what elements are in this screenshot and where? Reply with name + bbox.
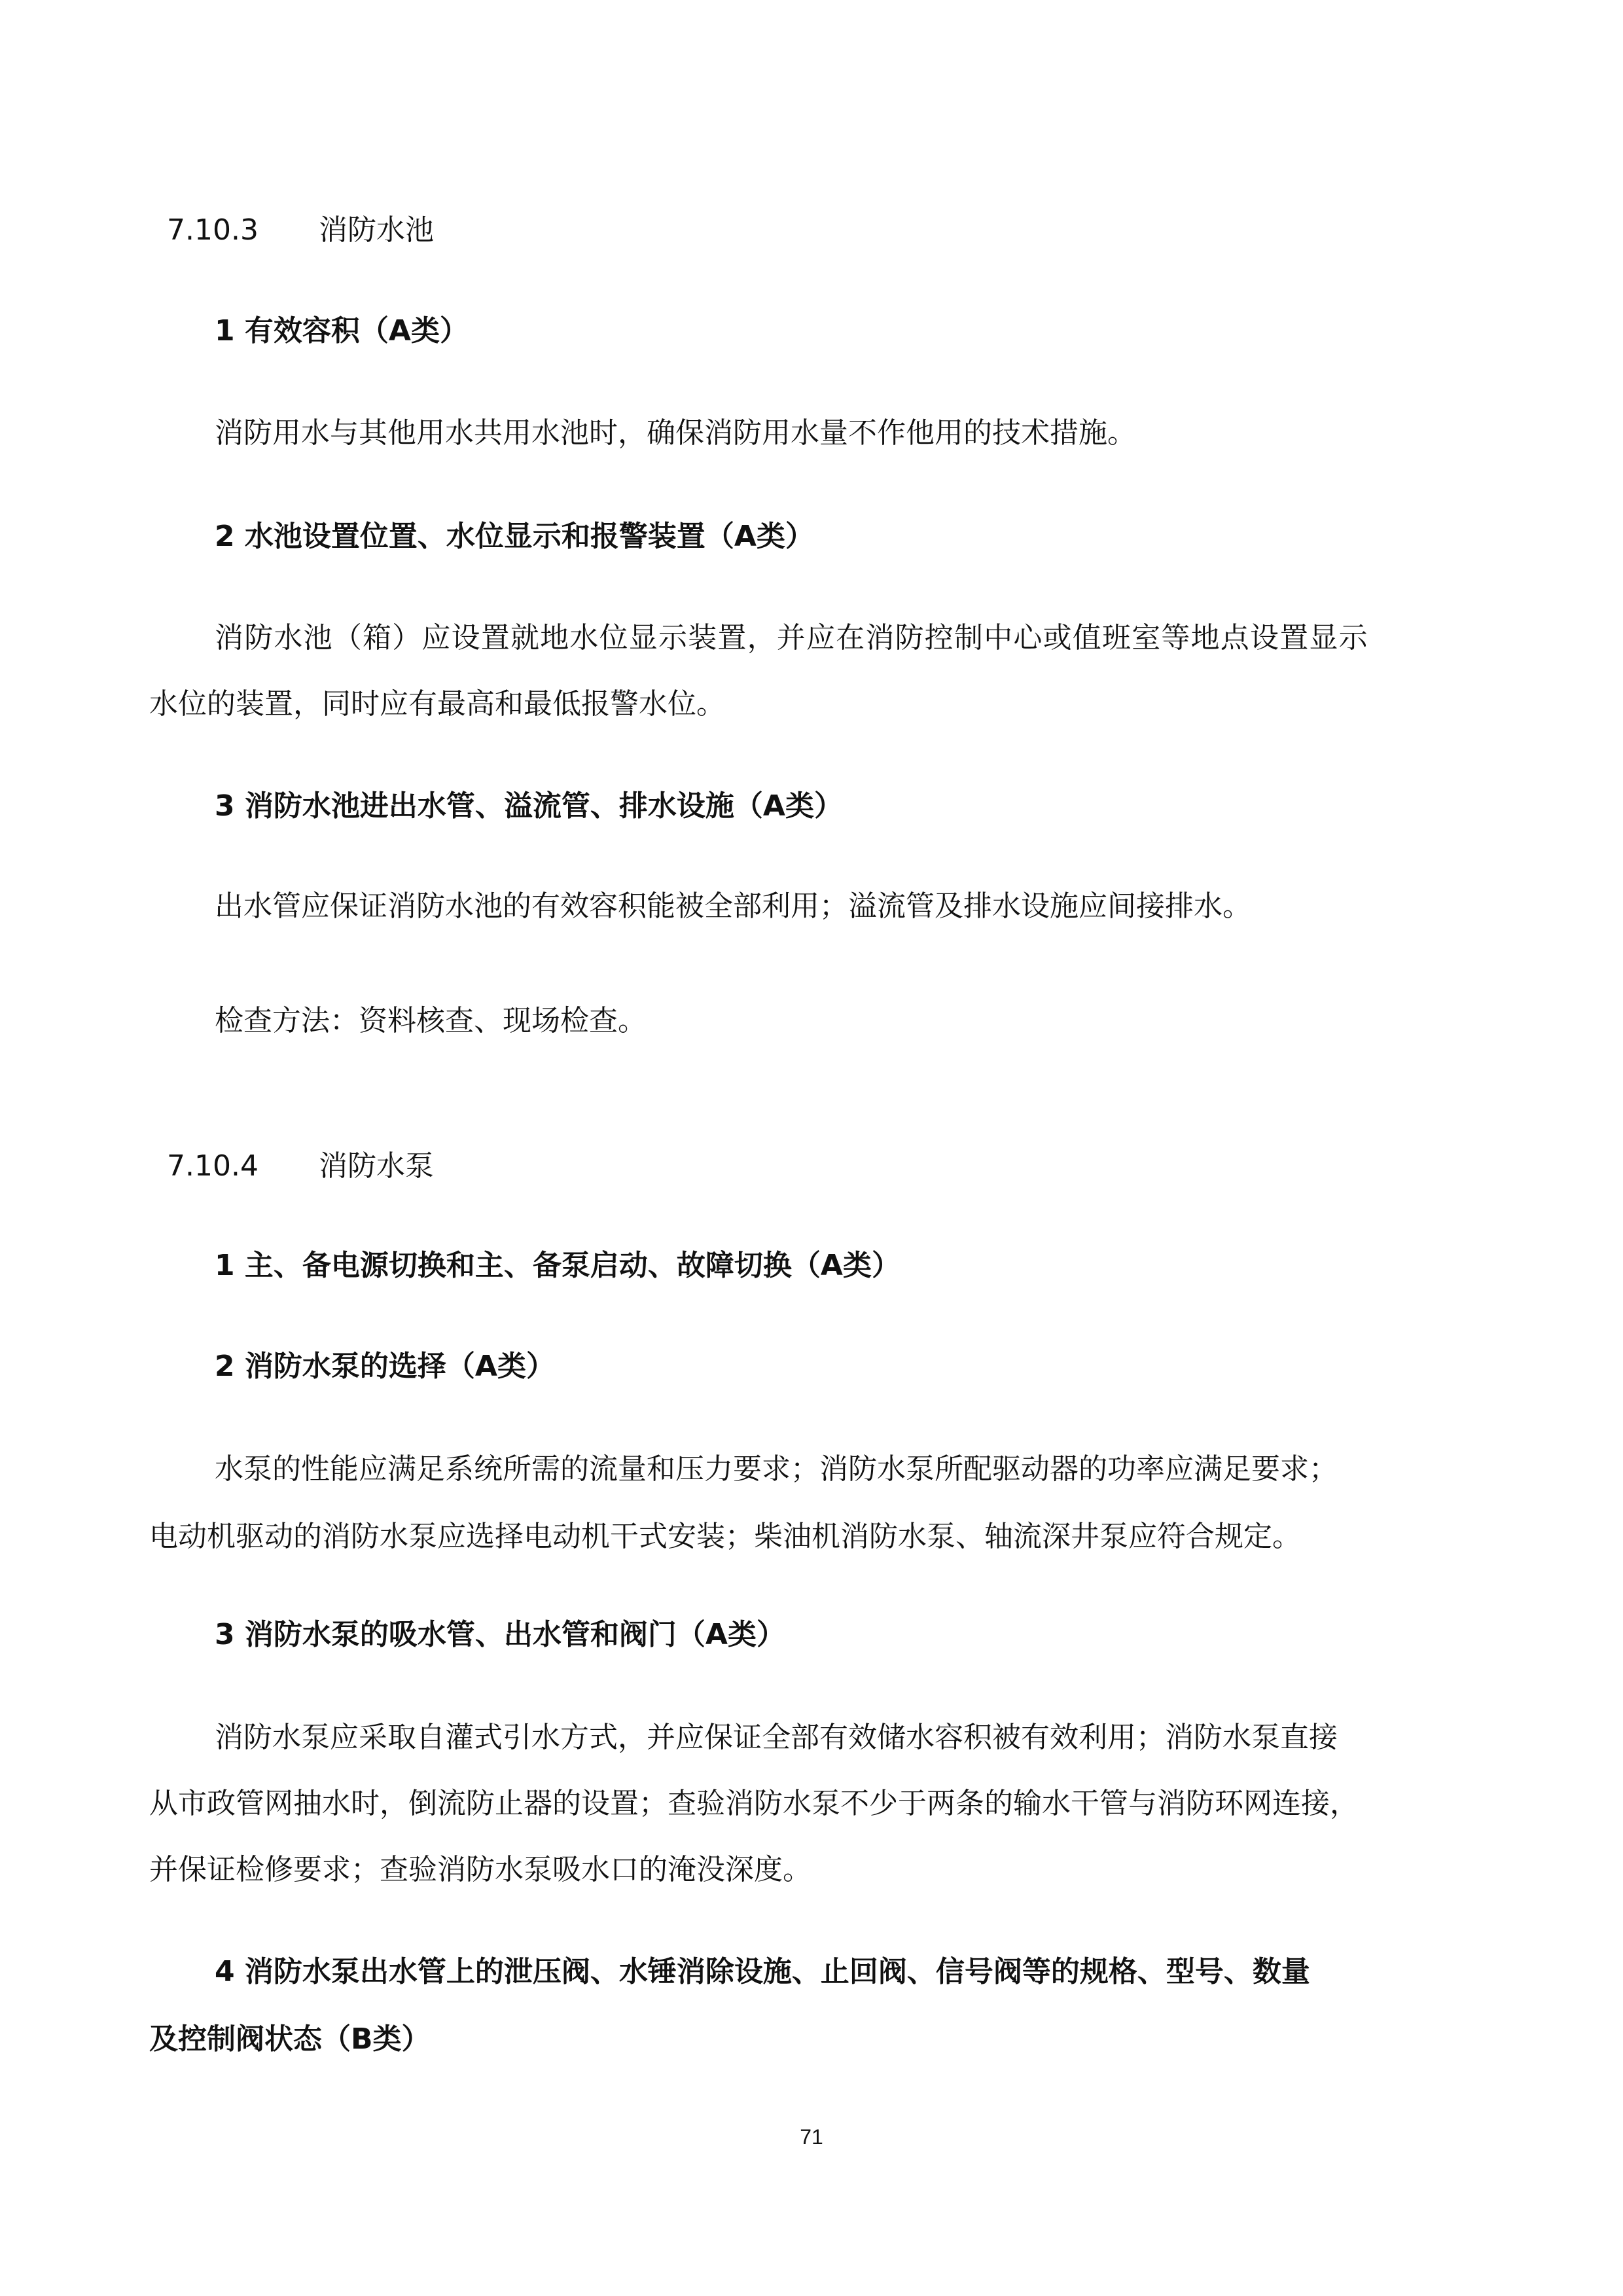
page-number: 71 — [800, 2125, 823, 2149]
paragraph-line: 水位的装置，同时应有最高和最低报警水位。 — [149, 687, 725, 721]
section-title: 消防水池 — [319, 213, 434, 247]
section-number: 7.10.3 — [167, 213, 259, 247]
item-heading: 4 消防水泵出水管上的泄压阀、水锤消除设施、止回阀、信号阀等的规格、型号、数量 — [215, 1955, 1310, 1988]
item-heading: 3 消防水池进出水管、溢流管、排水设施（A类） — [215, 789, 843, 823]
section-heading-7-10-4 — [167, 1147, 434, 1186]
item-heading: 3 消防水泵的吸水管、出水管和阀门（A类） — [215, 1618, 785, 1651]
section-heading-7-10-3 — [167, 211, 434, 250]
item-heading: 2 消防水泵的选择（A类） — [215, 1350, 555, 1383]
paragraph-line: 出水管应保证消防水池的有效容积能被全部利用；溢流管及排水设施应间接排水。 — [215, 889, 1251, 923]
section-number: 7.10.4 — [167, 1149, 259, 1183]
paragraph-line: 消防水池（箱）应设置就地水位显示装置，并应在消防控制中心或值班室等地点设置显示 — [215, 621, 1368, 655]
item-heading: 1 有效容积（A类） — [215, 314, 469, 348]
section-title: 消防水泵 — [319, 1149, 434, 1183]
inspection-method: 检查方法：资料核查、现场检查。 — [215, 1004, 647, 1037]
item-heading-continued: 及控制阀状态（B类） — [149, 2022, 431, 2056]
paragraph-line: 消防水泵应采取自灌式引水方式，并应保证全部有效储水容积被有效利用；消防水泵直接 — [215, 1721, 1338, 1754]
item-heading: 2 水池设置位置、水位显示和报警装置（A类） — [215, 520, 814, 553]
paragraph-line: 并保证检修要求；查验消防水泵吸水口的淹没深度。 — [149, 1853, 812, 1886]
paragraph-line: 从市政管网抽水时，倒流防止器的设置；查验消防水泵不少于两条的输水干管与消防环网连接， — [149, 1787, 1359, 1820]
item-heading: 1 主、备电源切换和主、备泵启动、故障切换（A类） — [215, 1249, 901, 1282]
paragraph-line: 消防用水与其他用水共用水池时，确保消防用水量不作他用的技术措施。 — [215, 416, 1136, 450]
paragraph-line: 水泵的性能应满足系统所需的流量和压力要求；消防水泵所配驱动器的功率应满足要求； — [215, 1452, 1338, 1486]
paragraph-line: 电动机驱动的消防水泵应选择电动机干式安装；柴油机消防水泵、轴流深井泵应符合规定。 — [149, 1520, 1301, 1553]
